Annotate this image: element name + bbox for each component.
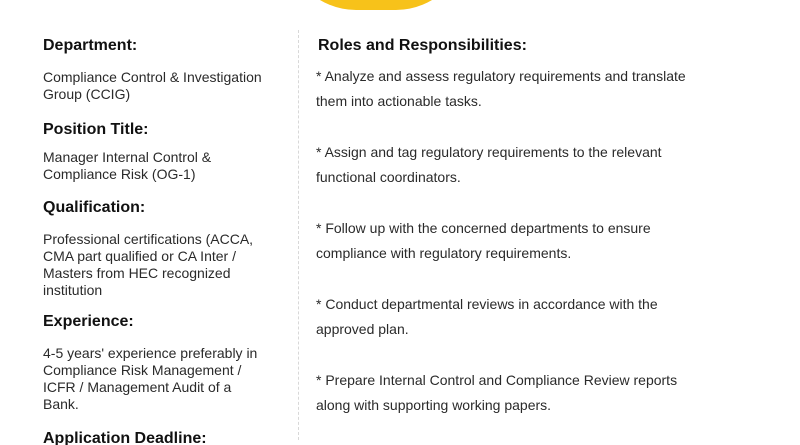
column-divider bbox=[298, 30, 299, 440]
department-heading: Department: bbox=[43, 37, 138, 54]
position-title-heading: Position Title: bbox=[43, 121, 149, 138]
role-item: * Conduct departmental reviews in accordance with the approved plan. bbox=[316, 296, 658, 337]
qualification-value: Professional certifications (ACCA, CMA part qualified or CA Inter / Masters from HEC recognized institution bbox=[43, 231, 254, 298]
role-item: * Assign and tag regulatory requirements to the relevant functional coordinators. bbox=[316, 144, 662, 185]
roles-heading: Roles and Responsibilities: bbox=[318, 37, 527, 54]
qualification-heading: Qualification: bbox=[43, 199, 146, 216]
experience-value: 4-5 years' experience preferably in Compliance Risk Management / ICFR / Management Audit of a Bank. bbox=[43, 345, 258, 412]
experience-heading: Experience: bbox=[43, 313, 134, 330]
application-deadline-heading: Application Deadline: bbox=[43, 430, 207, 445]
role-item: * Analyze and assess regulatory requirements and translate them into actionable tasks. bbox=[316, 68, 686, 109]
department-value: Compliance Control & Investigation Group (CCIG) bbox=[43, 69, 262, 102]
role-item: * Follow up with the concerned departments to ensure compliance with regulatory requirements. bbox=[316, 220, 651, 261]
position-title-value: Manager Internal Control & Compliance Risk (OG-1) bbox=[43, 149, 212, 182]
decorative-yellow-arc bbox=[286, 0, 466, 10]
role-item: * Prepare Internal Control and Compliance Review reports along with supporting working papers. bbox=[316, 372, 678, 413]
